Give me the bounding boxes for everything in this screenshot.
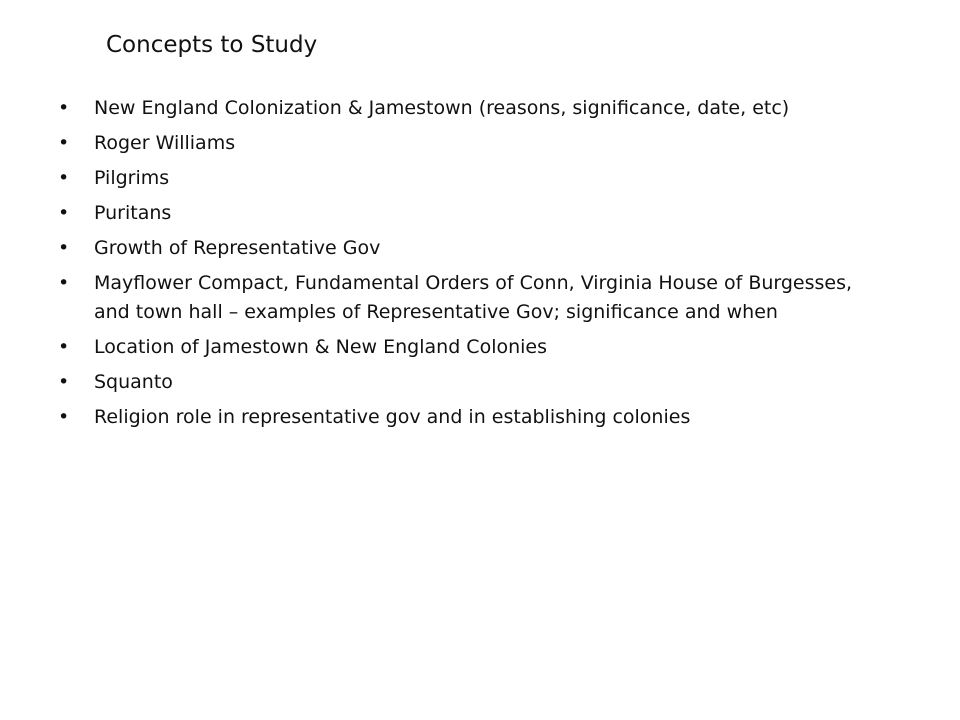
list-item-text: Location of Jamestown & New England Colonies (94, 336, 548, 358)
list-item (58, 164, 888, 193)
list-item (58, 199, 888, 228)
bullet-list (58, 94, 888, 438)
bullet-icon: • (58, 97, 70, 119)
bullet-icon: • (58, 132, 70, 154)
bullet-icon: • (58, 336, 70, 358)
list-item-text: Growth of Representative Gov (94, 237, 381, 259)
bullet-icon: • (58, 167, 70, 189)
list-item (58, 129, 888, 158)
list-item (58, 333, 888, 362)
bullet-icon: • (58, 406, 70, 428)
list-item-text: Religion role in representative gov and in establishing colonies (94, 406, 691, 428)
list-item-text: Puritans (94, 202, 172, 224)
bullet-icon: • (58, 272, 70, 294)
bullet-icon: • (58, 237, 70, 259)
list-item-text: New England Colonization & Jamestown (reasons, significance, date, etc) (94, 97, 790, 119)
list-item (58, 403, 888, 432)
list-item (58, 94, 888, 123)
list-item (58, 234, 888, 263)
list-item (58, 368, 888, 397)
list-item-text: Roger Williams (94, 132, 236, 154)
list-item (58, 269, 888, 327)
bullet-icon: • (58, 371, 70, 393)
list-item-text: Pilgrims (94, 167, 170, 189)
list-item-text: Mayflower Compact, Fundamental Orders of Conn, Virginia House of Burgesses, and town hall – examples of Representative Gov; significance and when (94, 272, 853, 323)
slide-title: Concepts to Study (106, 32, 318, 58)
list-item-text: Squanto (94, 371, 173, 393)
bullet-icon: • (58, 202, 70, 224)
